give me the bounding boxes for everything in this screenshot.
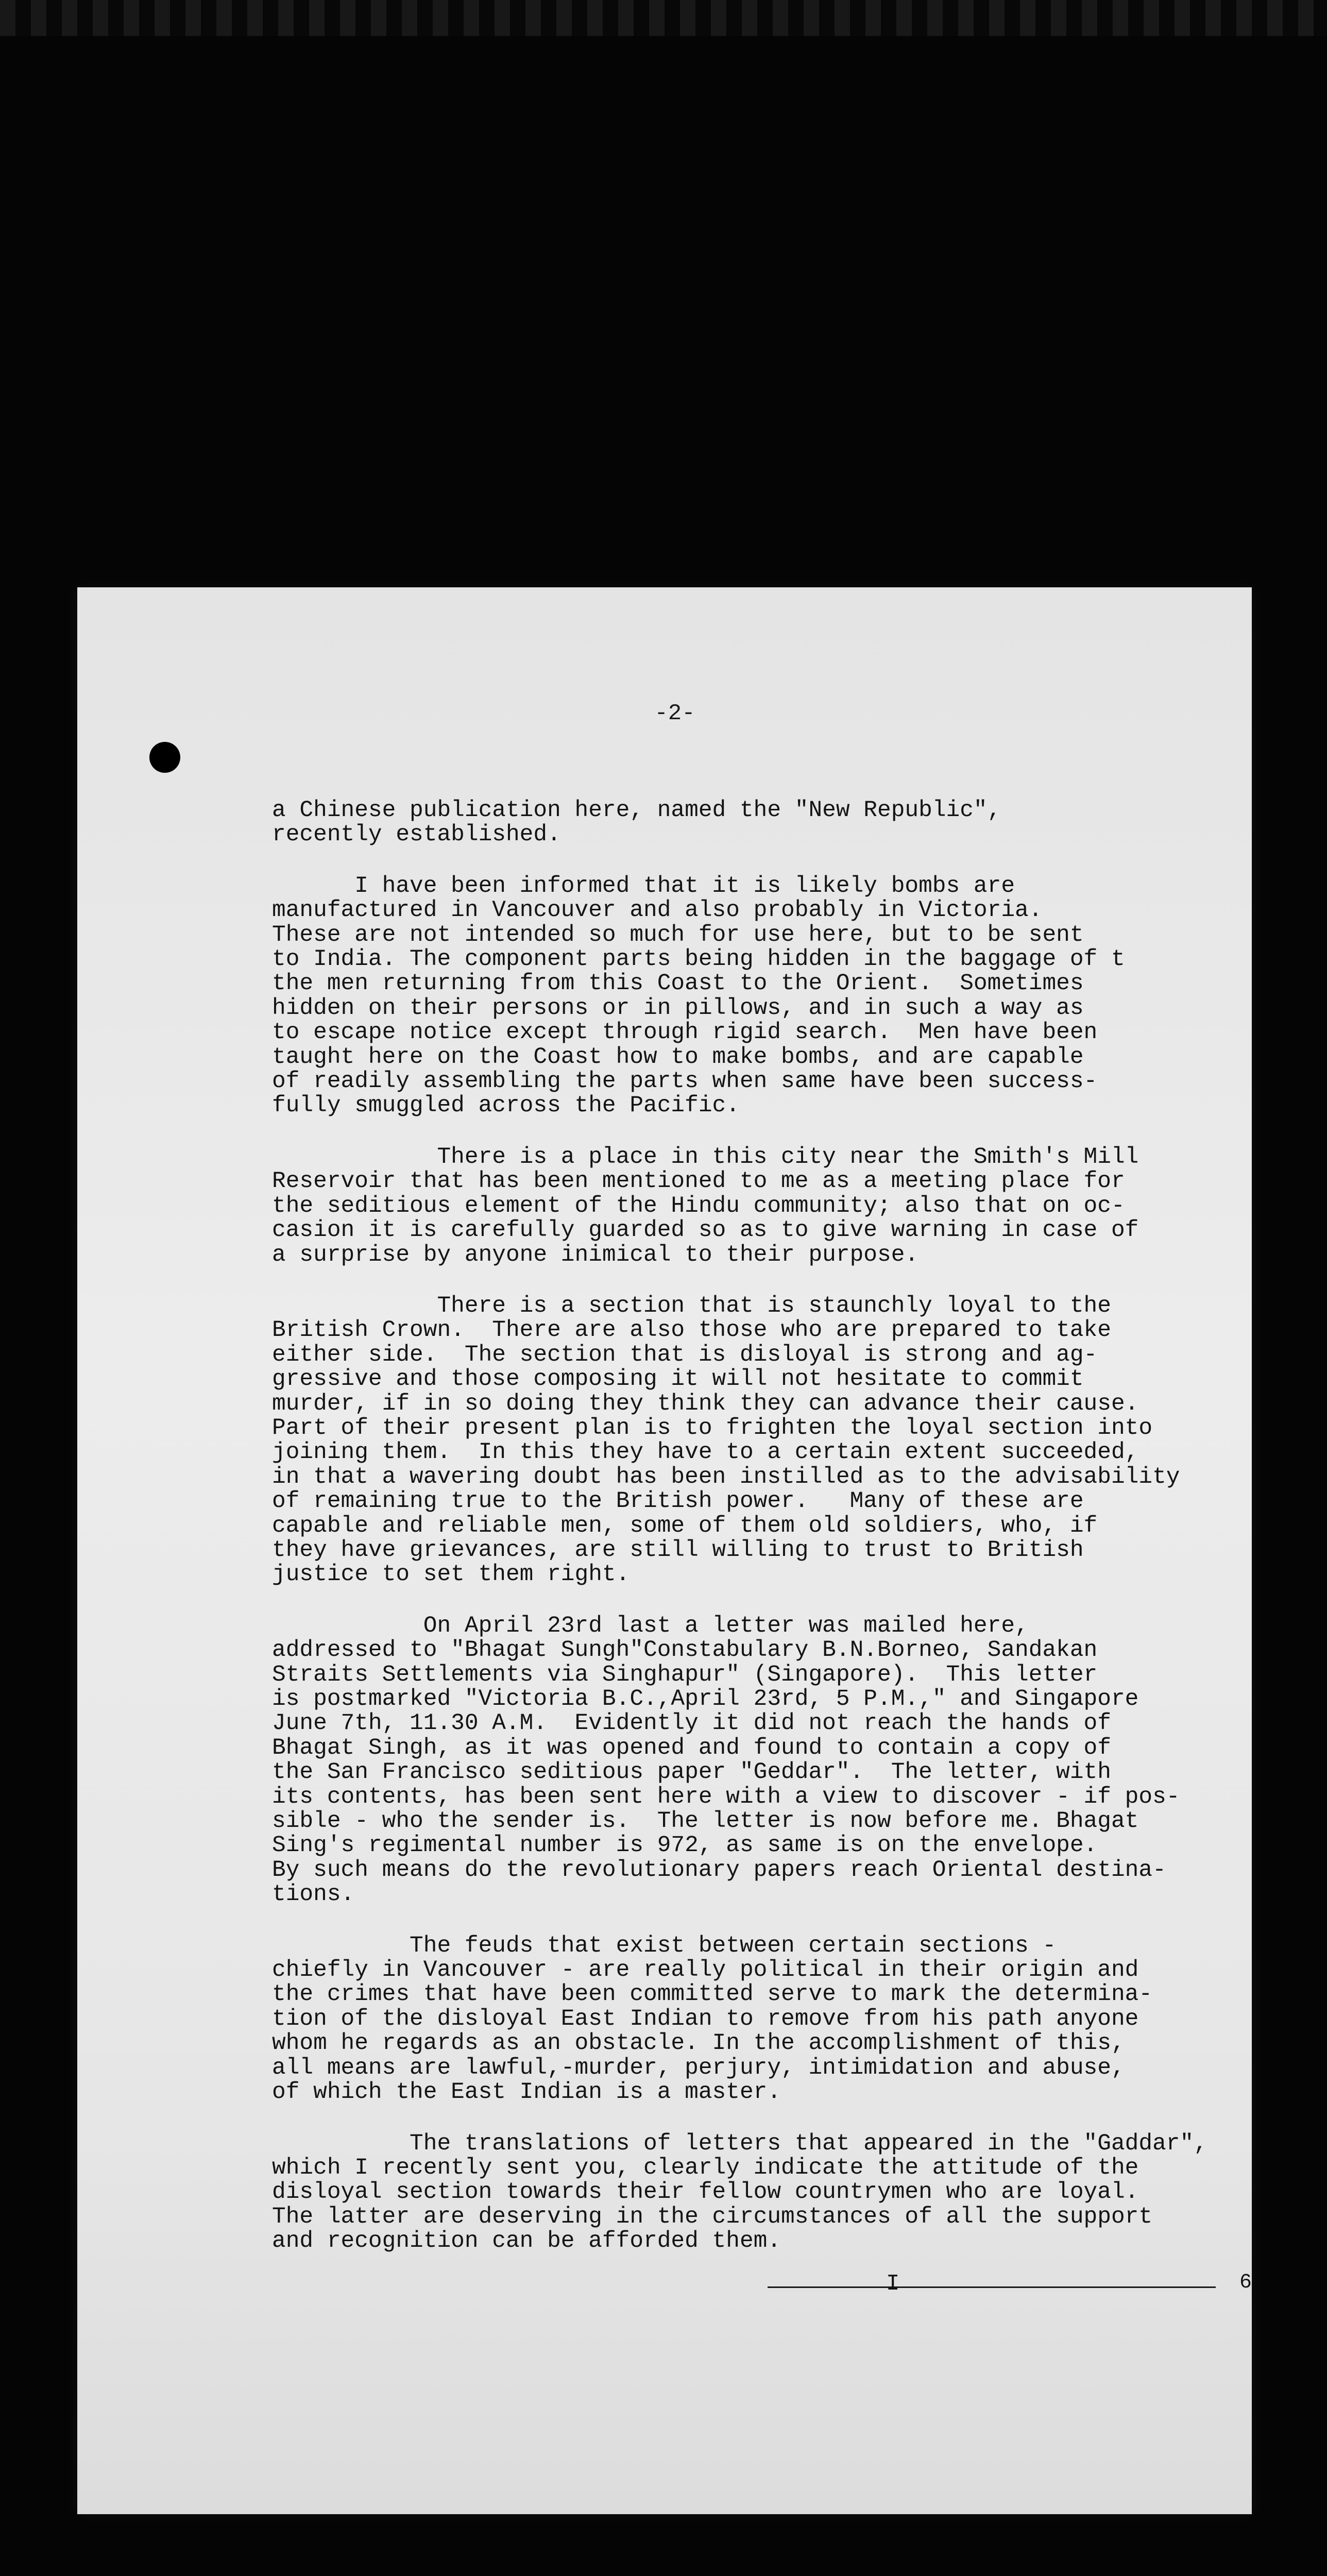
page-number: -2- [654, 701, 695, 726]
signature-rule [768, 2286, 1216, 2288]
paragraph-4: There is a section that is staunchly loyal to the British Crown. There are also those who are prepared to take either side. The section that is disloyal is strong and ag- gressive and those composing it will not hesitate to commit murder, if in so doing they think they can advance their cause. Part of their present plan is to frighten the loyal section into joining them. In this they have to a certain extent succeeded, in that a wavering doubt has been instilled as to the advisability of remaining true to the British power. Many of these are capable and reliable men, some of them old soldiers, who, if they have grievances, are still willing to trust to British justice to set them right. [272, 1293, 1180, 1588]
paragraph-6: The feuds that exist between certain sections - chiefly in Vancouver - are really political in their origin and the crimes that have been committed serve to mark the determina- tion of the disloyal East Indian to remove from his path anyone whom he regards as an obstacle. In the accomplishment of this, all means are lawful,-murder, perjury, intimidation and abuse, of which the East Indian is a master. [272, 1933, 1153, 2106]
document-page [77, 587, 1252, 2514]
paragraph-5: On April 23rd last a letter was mailed here, addressed to "Bhagat Sungh"Constabulary B.N.Borneo, Sandakan Straits Settlements via Singhapur" (Singapore). This letter is postmarked "Victoria B.C.,April 23rd, 5 P.M.," and Singapore June 7th, 11.30 A.M. Evidently it did not reach the hands of Bhagat Singh, as it was opened and found to contain a copy of the San Francisco seditious paper "Geddar". The letter, with its contents, has been sent here with a view to discover - if pos- sible - who the sender is. The letter is now before me. Bhagat Sing's regimental number is 972, as same is on the envelope. By such means do the revolutionary papers reach Oriental destina- tions. [272, 1613, 1180, 1908]
signature-line [768, 2271, 1252, 2302]
paragraph-1: a Chinese publication here, named the "New Republic", recently established. [272, 798, 1001, 848]
paragraph-7: The translations of letters that appeared in the "Gaddar", which I recently sent you, clearly indicate the attitude of the disloyal section towards their fellow countrymen who are loyal. The latter are deserving in the circumstances of all the support and recognition can be afforded them. [272, 2130, 1207, 2255]
signature-mark: I [886, 2271, 900, 2297]
paragraph-3: There is a place in this city near the Smith's Mill Reservoir that has been mentioned to me as a meeting place for the seditious element of the Hindu community; also that on oc- casion it is carefully guarded so as to give warning in case of a surprise by anyone inimical to their purpose. [272, 1144, 1139, 1268]
punch-hole [149, 742, 180, 773]
letter-body [272, 799, 1277, 2254]
paragraph-2: I have been informed that it is likely bombs are manufactured in Vancouver and also probably in Victoria. These are not intended so much for use here, but to be sent to India. The component parts being hidden in the baggage of t the men returning from this Coast to the Orient. Sometimes hidden on their persons or in pillows, and in such a way as to escape notice except through rigid search. Men have been taught here on the Coast how to make bombs, and are capable of readily assembling the parts when same have been success- fully smuggled across the Pacific. [272, 873, 1125, 1119]
next-page-marker: 6 [1239, 2271, 1252, 2294]
film-edge [0, 0, 1327, 36]
